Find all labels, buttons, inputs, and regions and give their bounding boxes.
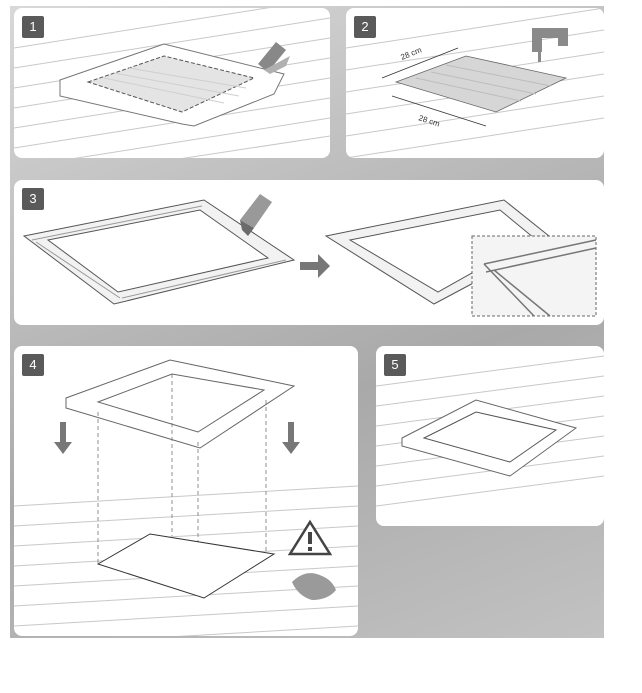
step-4-badge: 4 [22, 354, 44, 376]
step-4-illustration [14, 346, 358, 636]
step-3-illustration [14, 180, 604, 325]
jigsaw-icon [532, 28, 568, 62]
step-3-badge: 3 [22, 188, 44, 210]
step-5-badge: 5 [384, 354, 406, 376]
hand-wipe-icon [292, 573, 336, 600]
step-1-badge: 1 [22, 16, 44, 38]
dimension-length-label: 28 cm [417, 113, 441, 129]
step-1-panel [14, 8, 330, 158]
step-1-illustration [14, 8, 330, 158]
warning-triangle-icon [290, 522, 330, 554]
glue-tube-icon [240, 194, 272, 236]
step-5-illustration [376, 346, 604, 526]
step-2-panel [346, 8, 604, 158]
step-4-panel [14, 346, 358, 636]
corner-detail-inset [472, 236, 596, 316]
step-2-illustration [346, 8, 604, 158]
right-arrow-icon [300, 254, 330, 278]
step-3-panel [14, 180, 604, 325]
step-5-panel [376, 346, 604, 526]
step-2-badge: 2 [354, 16, 376, 38]
dimension-width-label: 28 cm [399, 45, 423, 62]
